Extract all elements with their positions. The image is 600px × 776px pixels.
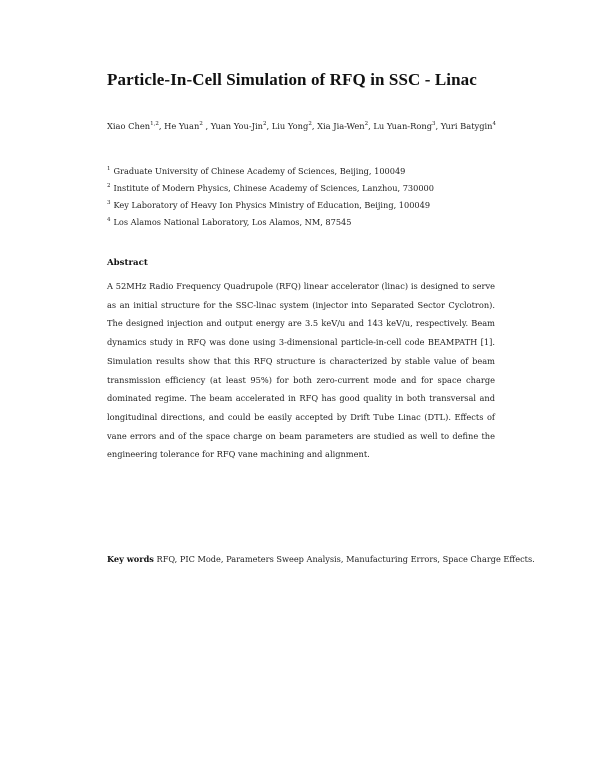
author bbox=[373, 121, 440, 131]
keywords-label: Key words bbox=[107, 554, 154, 564]
author-affil-marker: 2 bbox=[262, 121, 267, 128]
author bbox=[107, 121, 164, 131]
author-affil-marker: 2 bbox=[364, 121, 369, 128]
author-affil-marker: 2 bbox=[199, 121, 203, 128]
author-name: Yuri Batygin bbox=[440, 121, 493, 131]
affiliation-number: 4 bbox=[107, 217, 111, 224]
affiliation-text: Graduate University of Chinese Academy of Sciences, Beijing, 100049 bbox=[113, 166, 406, 176]
keywords-text: RFQ, PIC Mode, Parameters Sweep Analysis, Manufacturing Errors, Space Charge Effects. bbox=[153, 554, 535, 564]
affiliation bbox=[107, 200, 527, 210]
affiliation-number: 2 bbox=[107, 183, 111, 190]
author-name: Xiao Chen bbox=[107, 121, 151, 131]
author-list bbox=[107, 121, 527, 131]
author bbox=[441, 121, 496, 131]
affiliation-text: Key Laboratory of Heavy Ion Physics Ministry of Education, Beijing, 100049 bbox=[113, 200, 431, 210]
author-separator: , bbox=[435, 121, 441, 131]
affiliation-number: 3 bbox=[107, 200, 111, 207]
author-separator: , bbox=[266, 121, 272, 131]
author-separator: , bbox=[158, 121, 165, 131]
abstract-text: A 52MHz Radio Frequency Quadrupole (RFQ) linear accelerator (linac) is designed to serve as an initial structure for the SSC-linac system (injector into Separated Sector Cyclotron). The designed injection and output energy are 3.5 keV/u and 143 keV/u, respectively. Beam dynamics study in RFQ was done using 3-dimensional particle-in-cell code BEAMPATH [1]. Simulation results show that this RFQ structure is characterized by stable value of beam transmission efficiency (at least 95%) for both zero-current mode and for space charge dominated regime. The beam accelerated in RFQ has good quality in both transversal and longitudinal directions, and could be easily accepted by Drift Tube Linac (DTL). Effects of vane errors and of the space charge on beam parameters are studied as well to define the engineering tolerance for RFQ vane machining and alignment. bbox=[107, 281, 495, 460]
author bbox=[317, 121, 373, 131]
author-separator: , bbox=[368, 121, 374, 131]
affiliation-text: Los Alamos National Laboratory, Los Alamos, NM, 87545 bbox=[113, 217, 352, 227]
author bbox=[272, 121, 317, 131]
affiliation bbox=[107, 166, 527, 176]
affiliation-number: 1 bbox=[107, 166, 111, 173]
author-affil-marker: 3 bbox=[432, 121, 436, 128]
author-name: Xia Jia-Wen bbox=[317, 121, 365, 131]
author-name: Liu Yong bbox=[271, 121, 309, 131]
affiliation bbox=[107, 183, 527, 193]
author bbox=[211, 121, 272, 131]
keywords-line bbox=[107, 554, 535, 564]
abstract-heading: Abstract bbox=[107, 258, 148, 268]
author-affil-marker: 2 bbox=[308, 121, 312, 128]
author-separator: , bbox=[202, 121, 211, 131]
paper-title: Particle-In-Cell Simulation of RFQ in SSC - Linac bbox=[107, 70, 477, 89]
affiliation bbox=[107, 217, 527, 227]
author-name: He Yuan bbox=[164, 121, 200, 131]
author-affil-marker: 1,2 bbox=[150, 121, 159, 128]
author-name: Yuan You-Jin bbox=[210, 121, 263, 131]
author-affil-marker: 4 bbox=[492, 121, 497, 128]
author-separator: , bbox=[311, 121, 318, 131]
author-name: Lu Yuan-Rong bbox=[373, 121, 433, 131]
author bbox=[164, 121, 211, 131]
affiliation-text: Institute of Modern Physics, Chinese Academy of Sciences, Lanzhou, 730000 bbox=[113, 183, 434, 193]
